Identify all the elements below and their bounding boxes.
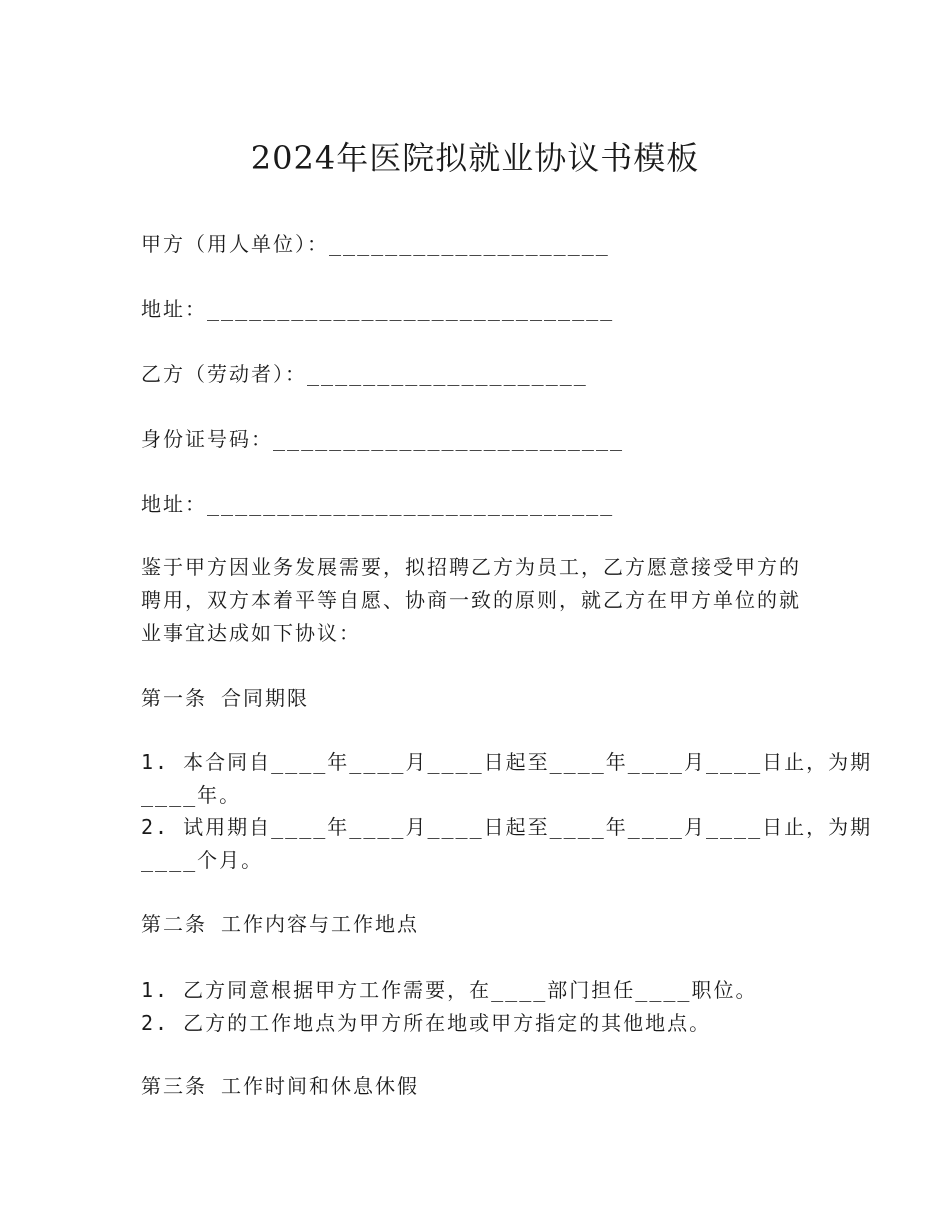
article-1-clause: ____年。	[141, 783, 242, 807]
preamble-line: 业事宜达成如下协议：	[141, 621, 361, 645]
article-2-heading: 第二条 工作内容与工作地点	[141, 912, 420, 936]
document-title: 2024年医院拟就业协议书模板	[250, 139, 700, 177]
article-2-clause: 2. 乙方的工作地点为甲方所在地或甲方指定的其他地点。	[141, 1011, 712, 1035]
article-1-clause: 2. 试用期自____年____月____日起至____年____月____日止，为期	[141, 815, 873, 839]
party-a-field: 甲方（用人单位）：____________________	[141, 232, 610, 256]
party-a-address-field: 地址：_____________________________	[141, 297, 615, 321]
article-1-clause: 1. 本合同自____年____月____日起至____年____月____日止，为期	[141, 750, 873, 774]
party-b-field: 乙方（劳动者）：____________________	[141, 362, 588, 386]
preamble-line: 鉴于甲方因业务发展需要，拟招聘乙方为员工，乙方愿意接受甲方的	[141, 555, 801, 579]
article-3-heading: 第三条 工作时间和休息休假	[141, 1074, 420, 1098]
article-1-clause: ____个月。	[141, 848, 264, 872]
id-number-field: 身份证号码：_________________________	[141, 427, 625, 451]
article-2-clause: 1. 乙方同意根据甲方工作需要，在____部门担任____职位。	[141, 978, 758, 1002]
article-1-heading: 第一条 合同期限	[141, 686, 310, 710]
preamble-line: 聘用，双方本着平等自愿、协商一致的原则，就乙方在甲方单位的就	[141, 588, 801, 612]
party-b-address-field: 地址：_____________________________	[141, 492, 615, 516]
